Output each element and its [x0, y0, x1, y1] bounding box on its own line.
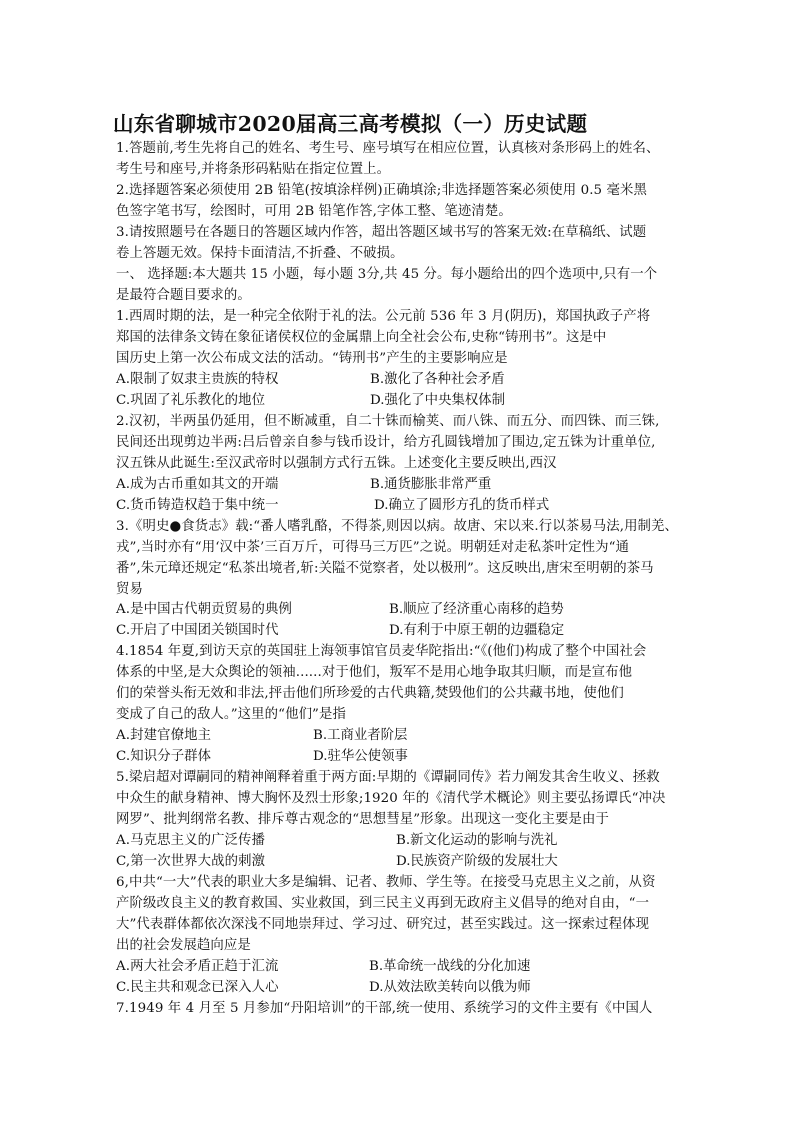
instruction-line: 2.选择题答案必须使用 2B 铅笔(按填涂样例)正确填涂;非选择题答案必须使用 0.5 毫米黑 [116, 183, 648, 198]
question-2-option-a: A.成为古币重如其文的开端 [116, 477, 279, 492]
instruction-line: 3.请按照题号在各题日的答题区域内作答，超出答题区域书写的答案无效:在草稿纸、试题 [116, 225, 647, 240]
question-2-stem: 汉五铢从此诞生:至汉武帝时以强制方式行五铢。上述变化主要反映出,西汉 [116, 456, 557, 471]
question-6-option-b: B.革命统一战线的分化加速 [369, 959, 531, 974]
question-6-stem: 产阶级改良主义的教育救国、实业救国，到三民主义再到无政府主义倡导的绝对自由，“一 [116, 896, 650, 911]
question-1-stem: 郑国的法律条文铸在象征诸侯权位的金属鼎上向全社会公布,史称“铸刑书”。这是中 [116, 330, 607, 345]
section-heading: 是最符合题目要求的。 [116, 288, 251, 303]
question-6-stem: 6,中共“一大”代表的职业大多是编辑、记者、教师、学生等。在接受马克思主义之前，从资 [116, 875, 656, 890]
question-1-stem: 1.西周时期的法，是一种完全依附于礼的法。公元前 536 年 3 月(阴历)，郑国执政子产将 [116, 309, 651, 324]
question-1-option-c: C.巩固了礼乐教化的地位 [116, 393, 266, 408]
question-7-stem: 7.1949 年 4 月至 5 月参加“丹阳培训”的干部,统一使用、系统学习的文件主要有《中国人 [116, 1001, 653, 1016]
question-1-stem: 国历史上第一次公布成文法的活动。“铸刑书”产生的主要影响应是 [116, 351, 508, 366]
question-5-stem: 中众生的献身精神、博大胸怀及烈士形象;1920 年的《清代学术概论》则主要弘扬谭氏“冲决 [116, 791, 666, 806]
question-2-option-c: C.货币铸造权趋于集中统一 [116, 498, 279, 513]
question-2-option-d: D.确立了圆形方孔的货币样式 [374, 498, 550, 513]
question-4-stem: 体系的中坚,是大众舆论的领袖......对于他们，叛军不是用心地争取其归顺，而是宣布他 [116, 665, 633, 680]
question-1-option-d: D.强化了中央集权体制 [370, 393, 506, 408]
question-3-option-c: C.开启了中国团关锁国时代 [116, 623, 279, 638]
question-2-stem: 2.汉初，半两虽仍延用，但不断减重，自二十铢而榆荚、而八铢、而五分、而四铢、而三铢, [116, 414, 660, 429]
question-3-option-d: D.有利于中原王朝的边疆稳定 [389, 623, 565, 638]
question-5-stem: 5.梁启超对谭嗣同的精神阐释着重于两方面:早期的《谭嗣同传》若力阐发其舍生收义、拯救 [116, 770, 660, 785]
question-6-option-d: D.从效法欧美转向以俄为师 [369, 980, 531, 995]
question-3-option-b: B.顺应了经济重心南移的趋势 [389, 602, 564, 617]
question-1-option-a: A.限制了奴隶主贵族的特权 [116, 372, 279, 387]
question-6-option-c: C.民主共和观念已深入人心 [116, 980, 279, 995]
question-3-option-a: A.是中国古代朝贡贸易的典例 [116, 602, 293, 617]
instruction-line: 考生号和座号,并将条形码粘贴在指定位置上。 [116, 162, 391, 177]
question-4-stem: 4.1854 年夏,到访天京的英国驻上海领事馆官员麦华陀指出:“《(他们)构成了整个中国社会 [116, 644, 647, 659]
question-6-stem: 出的社会发展趋向应是 [116, 938, 251, 953]
question-4-option-d: D.驻华公使领事 [313, 749, 408, 764]
question-3-stem: 3.《明史●食货志》载:“番人嗜乳酪，不得茶,则因以病。故唐、宋以来.行以茶易马法,用制羌、 [116, 519, 679, 534]
question-6-stem: 大”代表群体都依次深浅不同地崇拜过、学习过、研究过，甚至实践过。这一探索过程体现 [116, 917, 650, 932]
instruction-line: 1.答题前,考生先将自己的姓名、考生号、座号填写在相应位置，认真核对条形码上的姓名、 [116, 141, 660, 156]
question-5-option-c: C,第一次世界大战的刺激 [116, 854, 266, 869]
question-5-option-a: A.马克思主义的广泛传播 [116, 833, 266, 848]
question-3-stem: 贸易 [116, 582, 143, 597]
question-4-option-c: C.知识分子群体 [116, 749, 212, 764]
instruction-line: 卷上答题无效。保持卡面清洁,不折叠、不破损。 [116, 246, 404, 261]
question-2-option-b: B.通货膨胀非常严重 [370, 477, 492, 492]
question-5-option-b: B.新文化运动的影响与洗礼 [396, 833, 558, 848]
question-3-stem: 番”,朱元璋还规定“私茶出境者,斩:关隘不觉察者，处以极刑”。这反映出,唐宋至明朝的茶马 [116, 561, 654, 576]
question-5-stem: 网罗”、批判纲常名教、排斥尊古观念的“思想彗星”形象。出现这一变化主要是由于 [116, 812, 610, 827]
section-heading: 一、 选择题:本大题共 15 小题，每小题 3分,共 45 分。每小题给出的四个选项中,只有一个 [116, 267, 658, 282]
question-6-option-a: A.两大社会矛盾正趋于汇流 [116, 959, 279, 974]
question-4-option-b: B.工商业者阶层 [313, 728, 408, 743]
question-4-stem: 变成了自己的敌人。”这里的“他们”是指 [116, 707, 346, 722]
page-title: 山东省聊城市2020届高三高考模拟（一）历史试题 [113, 112, 588, 136]
question-4-option-a: A.封建官僚地主 [116, 728, 212, 743]
question-2-stem: 民间还出现剪边半两:吕后曾亲自参与钱币设计，给方孔圆钱增加了围边,定五铢为计重单位, [116, 435, 656, 450]
question-3-stem: 戎”,当时亦有“用‘汉中茶’三百万斤，可得马三万匹”之说。明朝廷对走私茶叶定性为“通 [116, 540, 630, 555]
instruction-line: 色签字笔书写，绘图时，可用 2B 铅笔作答,字体工整、笔迹清楚。 [116, 204, 512, 219]
question-5-option-d: D.民族资产阶级的发展壮大 [396, 854, 558, 869]
question-1-option-b: B.激化了各种社会矛盾 [370, 372, 505, 387]
question-4-stem: 们的荣誉头衔无效和非法,抨击他们所珍爱的古代典籍,焚毁他们的公共藏书地，使他们 [116, 686, 624, 701]
